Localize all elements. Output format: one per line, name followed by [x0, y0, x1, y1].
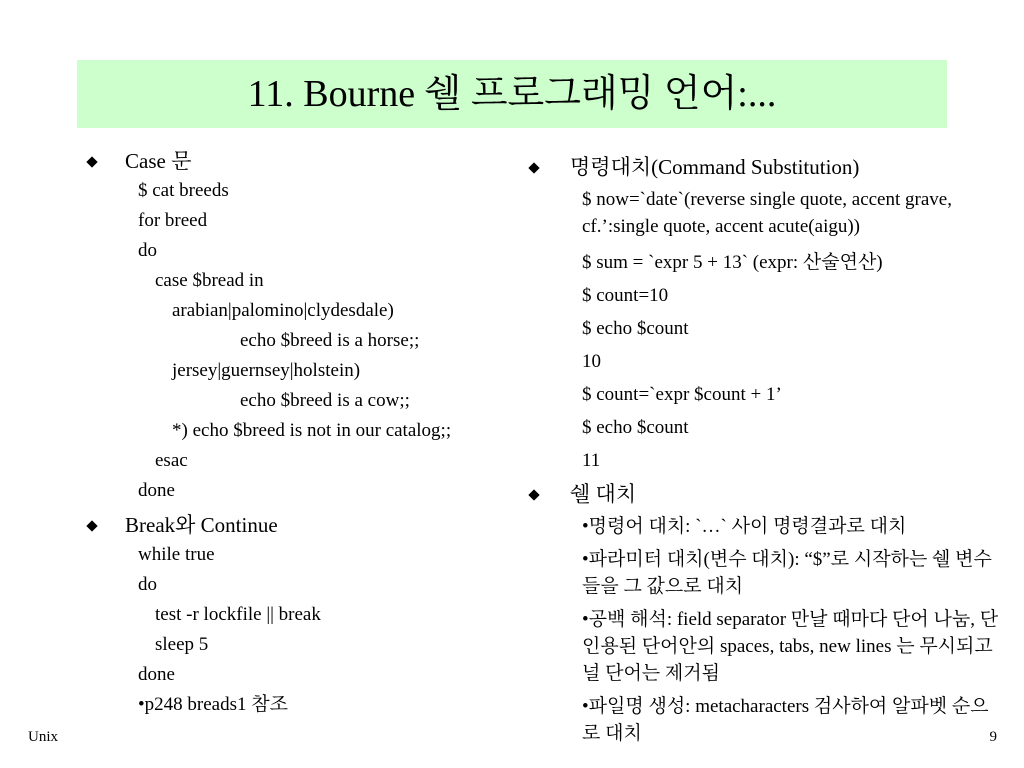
bullet-break-continue	[88, 512, 518, 538]
code-line: $ echo $count	[582, 318, 689, 339]
sub-bullet: •파라미터 대치(변수 대치): “$”로 시작하는 쉘 변수들을 그 값으로 대치	[582, 549, 992, 597]
code-line: $ echo $count	[582, 417, 689, 438]
diamond-bullet-icon	[528, 162, 539, 173]
diamond-bullet-icon	[86, 520, 97, 531]
diamond-bullet-icon	[528, 489, 539, 500]
code-line: $ count=10	[582, 285, 669, 306]
code-line: 10	[582, 351, 601, 372]
title-banner	[77, 60, 947, 128]
case-heading: Case 문	[125, 149, 192, 173]
page-number: 9	[989, 729, 997, 745]
slide-title: 11. Bourne 쉘 프로그래밍 언어:...	[247, 73, 777, 115]
code-line: case $bread in	[155, 270, 264, 291]
reference-note: •p248 breads1 참조	[138, 694, 288, 715]
left-column	[88, 148, 518, 720]
code-line: $ sum = `expr 5 + 13` (expr: 산술연산)	[582, 252, 883, 273]
sub-bullet: •파일명 생성: metacharacters 검사하여 알파벳 순으로 대치	[582, 696, 989, 744]
code-line: while true	[138, 544, 215, 565]
code-line: $ cat breeds	[138, 180, 229, 201]
code-line: done	[138, 480, 175, 501]
code-line: 11	[582, 450, 601, 471]
bullet-case	[88, 148, 518, 174]
cmd-heading: 명령대치(Command Substitution)	[570, 155, 860, 179]
code-line: *) echo $breed is not in our catalog;;	[172, 420, 452, 441]
code-line: for breed	[138, 210, 208, 231]
right-column	[530, 148, 1000, 753]
code-line: echo $breed is a horse;;	[240, 330, 420, 351]
shell-heading: 쉘 대치	[570, 482, 637, 506]
code-line: sleep 5	[155, 634, 209, 655]
break-heading: Break와 Continue	[125, 513, 278, 537]
code-line: echo $breed is a cow;;	[240, 390, 410, 411]
code-line: do	[138, 240, 157, 261]
code-line: test -r lockfile || break	[155, 604, 321, 625]
bullet-shell-substitution	[530, 481, 1000, 507]
code-line: $ count=`expr $count + 1’	[582, 384, 782, 405]
sub-bullet: •공백 해석: field separator 만날 때마다 단어 나눔, 단 인용된 단어안의 spaces, tabs, new lines 는 무시되고 널 단어는 제거됨	[582, 609, 999, 684]
bullet-command-substitution	[530, 154, 1000, 180]
sub-bullet: •명령어 대치: `…` 사이 명령결과로 대치	[582, 516, 907, 537]
footer-label: Unix	[28, 729, 58, 745]
code-line: done	[138, 664, 175, 685]
code-line: arabian|palomino|clydesdale)	[172, 300, 394, 321]
code-line: esac	[155, 450, 188, 471]
code-line: $ now=`date`(reverse single quote, accent grave, cf.’:single quote, accent acute(aigu))	[582, 189, 952, 237]
diamond-bullet-icon	[86, 156, 97, 167]
code-line: jersey|guernsey|holstein)	[172, 360, 361, 381]
code-line: do	[138, 574, 157, 595]
